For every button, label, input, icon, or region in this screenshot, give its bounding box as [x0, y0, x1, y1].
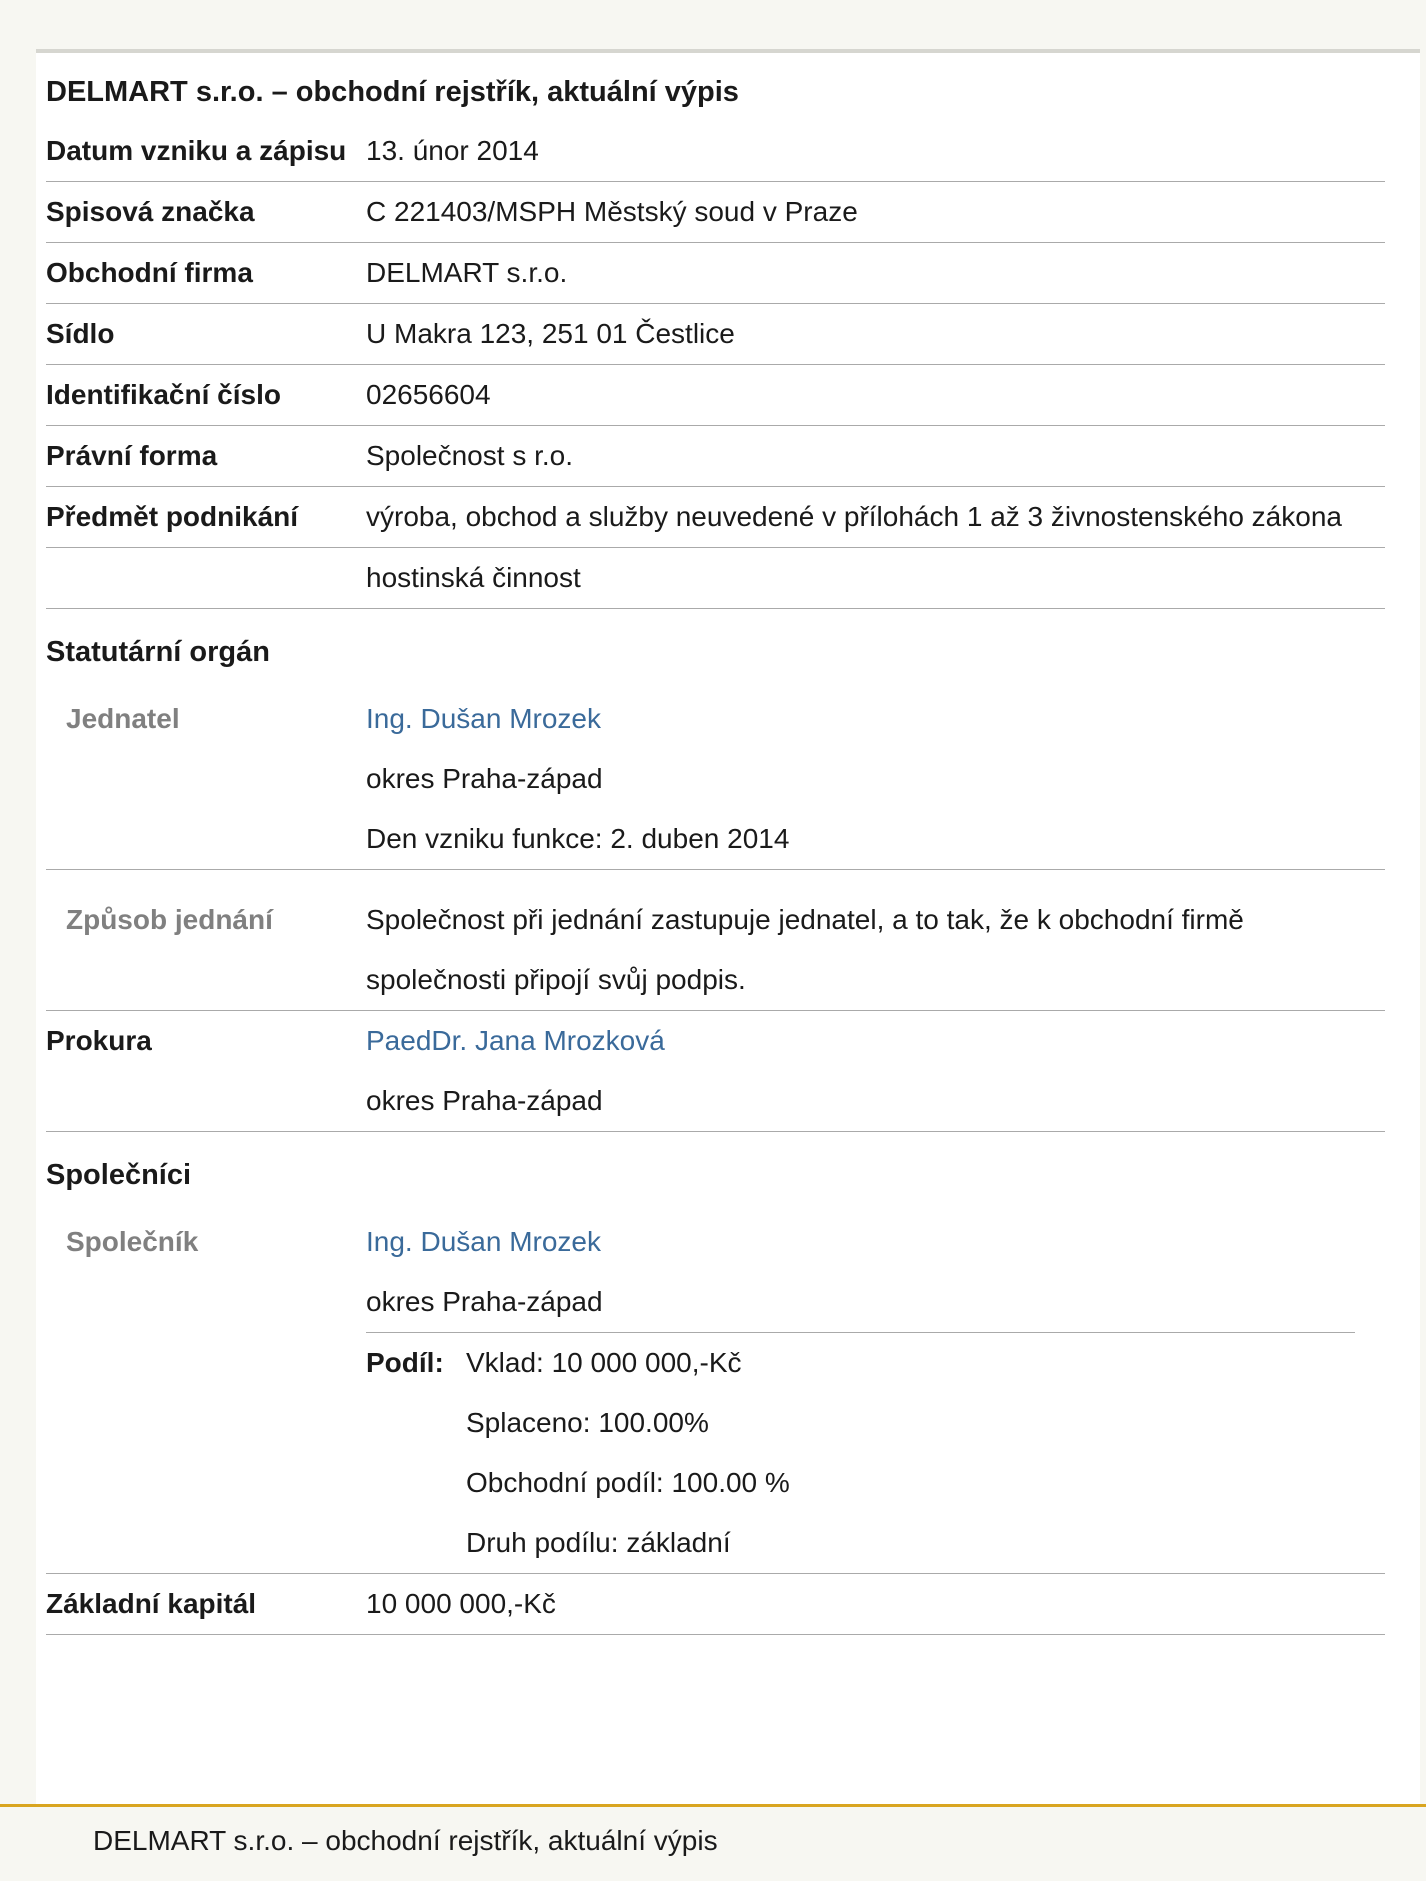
podil-splaceno: Splaceno: 100.00% [466, 1407, 709, 1438]
row-prokura [46, 1011, 1385, 1132]
label-sidlo: Sídlo [46, 318, 115, 349]
row-ico [46, 365, 1385, 426]
value-jednatel [366, 689, 1385, 869]
label-prokura: Prokura [46, 1025, 152, 1056]
value-prokura [366, 1011, 1385, 1131]
podil-vklad: Vklad: 10 000 000,-Kč [466, 1347, 742, 1378]
value-predmet-1: výroba, obchod a služby neuvedené v přílohách 1 až 3 živnostenského zákona [366, 501, 1342, 532]
spolecnik-link[interactable]: Ing. Dušan Mrozek [366, 1226, 601, 1257]
value-datum-vzniku: 13. únor 2014 [366, 135, 539, 166]
label-datum-vzniku: Datum vzniku a zápisu [46, 135, 347, 166]
podil-block [366, 1332, 1355, 1573]
label-obchodni-firma: Obchodní firma [46, 257, 253, 288]
row-spolecnik [46, 1212, 1385, 1574]
label-zakladni-kapital: Základní kapitál [46, 1588, 257, 1619]
podil-obchodni: Obchodní podíl: 100.00 % [466, 1467, 790, 1498]
jednatel-okres: okres Praha-západ [366, 763, 603, 794]
footer-text: DELMART s.r.o. – obchodní rejstřík, aktuální výpis [93, 1825, 718, 1856]
jednatel-vznik: Den vzniku funkce: 2. duben 2014 [366, 823, 790, 854]
row-spisova-znacka [46, 182, 1385, 243]
label-ico: Identifikační číslo [46, 379, 281, 410]
value-pravni-forma: Společnost s r.o. [366, 440, 574, 471]
row-datum-vzniku [46, 121, 1385, 182]
value-spolecnik [366, 1212, 1385, 1573]
row-predmet-podnikani [46, 487, 1385, 548]
value-spisova-znacka: C 221403/MSPH Městský soud v Praze [366, 196, 858, 227]
value-obchodni-firma: DELMART s.r.o. [366, 257, 568, 288]
row-predmet-podnikani-2 [46, 548, 1385, 609]
podil-druh: Druh podílu: základní [466, 1527, 731, 1558]
prokura-okres: okres Praha-západ [366, 1085, 603, 1116]
row-zpusob-jednani [46, 870, 1385, 1011]
register-content [46, 53, 1385, 1635]
row-jednatel [46, 689, 1385, 870]
label-pravni-forma: Právní forma [46, 440, 218, 471]
row-obchodni-firma [46, 243, 1385, 304]
label-predmet-podnikani: Předmět podnikání [46, 501, 299, 532]
section-statutarni-organ: Statutární orgán [46, 636, 270, 668]
value-sidlo: U Makra 123, 251 01 Čestlice [366, 318, 735, 349]
row-sidlo [46, 304, 1385, 365]
label-spisova-znacka: Spisová značka [46, 196, 255, 227]
page-title: DELMART s.r.o. – obchodní rejstřík, aktuální výpis [46, 76, 739, 108]
spolecnik-okres: okres Praha-západ [366, 1286, 603, 1317]
label-zpusob-jednani: Způsob jednání [66, 904, 273, 935]
value-ico: 02656604 [366, 379, 491, 410]
label-empty [46, 548, 366, 608]
register-card [36, 49, 1420, 1813]
prokura-link[interactable]: PaedDr. Jana Mrozková [366, 1025, 665, 1056]
row-zakladni-kapital [46, 1574, 1385, 1635]
value-zpusob-jednani: Společnost při jednání zastupuje jednatel, a to tak, že k obchodní firmě společnosti připojí svůj podpis. [366, 904, 1244, 995]
section-spolecnici: Společníci [46, 1159, 192, 1191]
value-predmet-2: hostinská činnost [366, 562, 581, 593]
podil-values [466, 1333, 790, 1573]
jednatel-link[interactable]: Ing. Dušan Mrozek [366, 703, 601, 734]
footer [0, 1804, 1426, 1881]
row-pravni-forma [46, 426, 1385, 487]
podil-label: Podíl: [366, 1347, 444, 1378]
value-zakladni-kapital: 10 000 000,-Kč [366, 1588, 556, 1619]
label-jednatel: Jednatel [66, 703, 180, 734]
label-spolecnik: Společník [66, 1226, 199, 1257]
